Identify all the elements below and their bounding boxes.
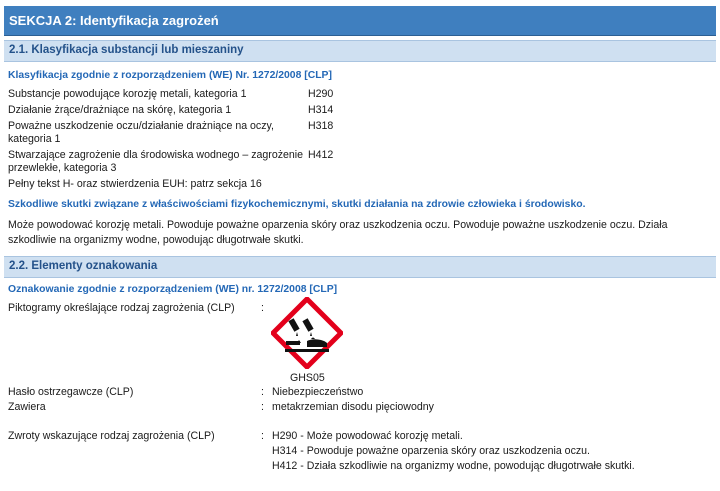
section-title: SEKCJA 2: Identyfikacja zagrożeń — [9, 13, 219, 28]
subsection-header-2-2 — [4, 256, 716, 278]
classification-row — [8, 120, 428, 133]
effects-text-line: szkodliwie na organizmy wodne, powodując długotrwałe skutki. — [8, 234, 304, 246]
colon: : — [261, 386, 264, 398]
hazard-statement: H290 - Może powodować korozję metali. — [272, 430, 463, 442]
classification-row — [8, 133, 428, 146]
section-header — [4, 6, 716, 36]
hazard-statement: H314 - Powoduje poważne oparzenia skóry oraz uszkodzenia oczu. — [272, 445, 590, 457]
classification-row — [8, 149, 428, 162]
subsection-header-2-1 — [4, 40, 716, 62]
ghs05-corrosion-icon — [271, 297, 343, 369]
effects-heading: Szkodliwe skutki związane z właściwościami fizykochemicznymi, skutki działania na zdrowie człowieka i środowisko. — [8, 199, 586, 210]
classification-desc: Stwarzające zagrożenie dla środowiska wodnego – zagrożenie — [8, 149, 304, 161]
pictograms-label: Piktogramy określające rodzaj zagrożenia (CLP) — [8, 302, 235, 314]
colon: : — [261, 302, 264, 314]
classification-code: H318 — [308, 120, 334, 132]
classification-desc: Działanie żrące/drażniące na skórę, kategoria 1 — [8, 104, 232, 116]
subsection-title-2-2: 2.2. Elementy oznakowania — [9, 260, 158, 272]
effects-text-line: Może powodować korozję metali. Powoduje poważne oparzenia skóry oraz uszkodzenia oczu. Powoduje poważne uszkodzenie oczu. Działa — [8, 219, 668, 231]
signal-word-value: Niebezpieczeństwo — [272, 386, 364, 398]
contains-label: Zawiera — [8, 401, 46, 413]
hazard-statement: H412 - Działa szkodliwie na organizmy wodne, powodując długotrwałe skutki. — [272, 460, 635, 472]
classification-code: H412 — [308, 149, 334, 161]
clp-classification-heading: Klasyfikacja zgodnie z rozporządzeniem (WE) Nr. 1272/2008 [CLP] — [8, 70, 332, 81]
classification-desc: Poważne uszkodzenie oczu/działanie drażniące na oczy, — [8, 120, 274, 132]
colon: : — [261, 430, 264, 442]
contains-value: metakrzemian disodu pięciowodny — [272, 401, 434, 413]
colon: : — [261, 401, 264, 413]
pictogram-code: GHS05 — [290, 372, 325, 384]
classification-row — [8, 104, 428, 117]
classification-desc: przewlekłe, kategoria 3 — [8, 162, 117, 174]
subsection-title-2-1: 2.1. Klasyfikacja substancji lub mieszaniny — [9, 44, 244, 56]
classification-table — [8, 88, 428, 191]
hazard-statements-list — [272, 430, 635, 473]
labelling-heading: Oznakowanie zgodnie z rozporządzeniem (WE) nr. 1272/2008 [CLP] — [8, 284, 338, 295]
classification-desc: Substancje powodujące korozję metali, kategoria 1 — [8, 88, 247, 100]
signal-word-label: Hasło ostrzegawcze (CLP) — [8, 386, 134, 398]
hazard-statements-label: Zwroty wskazujące rodzaj zagrożenia (CLP) — [8, 430, 215, 442]
full-text-note: Pełny tekst H- oraz stwierdzenia EUH: patrz sekcja 16 — [8, 178, 262, 190]
classification-code: H290 — [308, 88, 334, 100]
classification-row — [8, 162, 428, 175]
classification-desc: kategoria 1 — [8, 133, 61, 145]
classification-code: H314 — [308, 104, 334, 116]
classification-row — [8, 88, 428, 101]
